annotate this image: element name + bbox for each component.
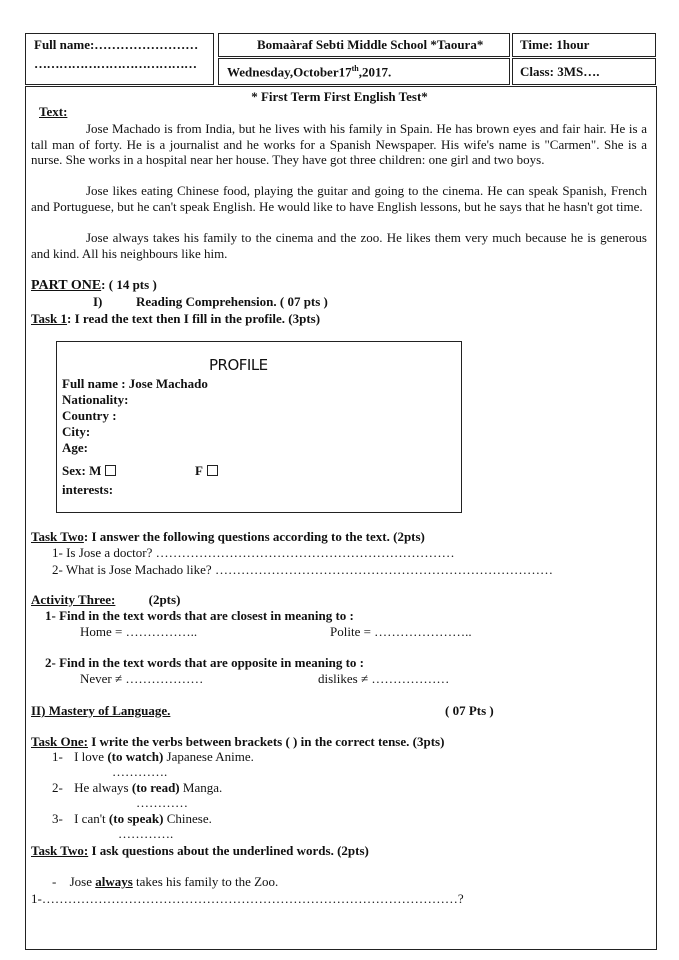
class-label: Class: 3MS…. <box>520 64 600 79</box>
section-one-title: Reading Comprehension. ( 07 pts ) <box>136 294 328 309</box>
lang-task-two-heading <box>31 843 369 859</box>
task-two-q2[interactable]: 2- What is Jose Machado like? …………………………………………………………………… <box>52 562 553 577</box>
sex-m-checkbox[interactable] <box>105 465 116 476</box>
s3-pre: I can't <box>74 811 109 826</box>
profile-country[interactable]: Country : <box>62 408 117 423</box>
header-class-box <box>512 58 656 85</box>
s3-verb: (to speak) <box>108 811 164 826</box>
time-label: Time: 1hour <box>520 37 590 52</box>
profile-title: PROFILE <box>209 356 268 374</box>
mastery-title: II) Mastery of Language. <box>31 703 171 718</box>
task1-heading <box>31 311 320 327</box>
task-two-heading <box>31 529 425 545</box>
part-one-heading <box>31 277 157 294</box>
lang-task-two-label: Task Two: <box>31 843 89 858</box>
task1-text: : I read the text then I fill in the profile. (3pts) <box>67 311 321 326</box>
mastery-points: ( 07 Pts ) <box>445 703 494 718</box>
profile-nationality[interactable]: Nationality: <box>62 392 129 407</box>
underlined-sentence <box>52 874 278 890</box>
sex-f-label: F <box>195 463 203 478</box>
sentence-2 <box>52 780 222 796</box>
sent-underlined: always <box>95 874 133 889</box>
activity-three-label: Activity Three: <box>31 592 116 607</box>
sex-f-checkbox[interactable] <box>207 465 218 476</box>
s1-num: 1- <box>52 749 63 764</box>
profile-interests[interactable]: interests: <box>62 482 114 497</box>
header-name-box <box>25 33 214 85</box>
date-sup: th <box>351 64 359 73</box>
full-name-line: ………………………………… <box>34 56 197 71</box>
text-paragraph-1: Jose Machado is from India, but he lives with his family in Spain. He has brown eyes and fair hair. He is a tall man of forty. He is a journalist and he works for a Spanish Newspaper. His wife's name is "Carmen". She is a nurse. She works in a hospital near her house. They have got three children: one girl and two boys. <box>31 121 647 168</box>
s2-verb: (to read) <box>131 780 180 795</box>
sent-pre: Jose <box>69 874 96 889</box>
s2-blank[interactable]: ………… <box>136 795 188 810</box>
s3-num: 3- <box>52 811 63 826</box>
s2-num: 2- <box>52 780 63 795</box>
s1-verb: (to watch) <box>107 749 164 764</box>
home-blank[interactable]: Home = …………….. <box>80 624 198 639</box>
lang-task-two-text: I ask questions about the underlined words. (2pts) <box>88 843 369 858</box>
task-two-q1[interactable]: 1- Is Jose a doctor? …………………………………………………………… <box>52 545 455 560</box>
part-one-points: : ( 14 pts ) <box>101 277 157 292</box>
lang-task-one-label: Task One: <box>31 734 88 749</box>
test-title: * First Term First English Test* <box>251 89 428 104</box>
section-one-num: I) <box>93 294 103 309</box>
test-date <box>227 64 391 80</box>
task-two-text: : I answer the following questions according to the text. (2pts) <box>83 529 425 544</box>
task-two-label: Task Two <box>31 529 84 544</box>
bullet: - <box>52 874 57 889</box>
sent-post: takes his family to the Zoo. <box>132 874 279 889</box>
date-suffix: ,2017. <box>358 64 392 80</box>
sentence-1 <box>52 749 254 765</box>
s2-post: Manga. <box>179 780 223 795</box>
profile-sex-m <box>62 463 116 479</box>
profile-full-name: Full name : Jose Machado <box>62 376 208 391</box>
sentence-3 <box>52 811 212 827</box>
profile-box <box>56 341 462 513</box>
sex-m-label: Sex: M <box>62 463 102 478</box>
s1-blank[interactable]: …………. <box>112 764 168 779</box>
full-name-label: Full name:…………………… <box>34 37 199 52</box>
lang-task-one-text: I write the verbs between brackets ( ) in the correct tense. (3pts) <box>87 734 445 749</box>
dislikes-blank[interactable]: dislikes ≠ ……………… <box>318 671 450 686</box>
header-time-box <box>512 33 656 57</box>
header-school-box <box>218 33 510 57</box>
profile-sex-f <box>195 463 218 479</box>
activity-three-item1: 1- Find in the text words that are closest in meaning to : <box>45 608 354 623</box>
date-prefix: Wednesday,October17 <box>227 64 352 80</box>
task1-label: Task 1 <box>31 311 68 326</box>
part-one-label: PART ONE <box>31 278 102 293</box>
s3-post: Chinese. <box>163 811 212 826</box>
activity-three-item2: 2- Find in the text words that are opposite in meaning to : <box>45 655 364 670</box>
text-paragraph-2: Jose likes eating Chinese food, playing the guitar and going to the cinema. He can speak Spanish, French and Portuguese, but he can't speak English. He would like to have English lessons, but he says that he hasn't got time. <box>31 183 647 214</box>
text-paragraph-3: Jose always takes his family to the cinema and the zoo. He likes them very much because he is generous and kind. All his neighbours like him. <box>31 230 647 261</box>
s1-pre: I love <box>74 749 108 764</box>
never-blank[interactable]: Never ≠ ……………… <box>80 671 204 686</box>
header-date-box <box>218 58 510 85</box>
polite-blank[interactable]: Polite = ………………….. <box>330 624 472 639</box>
s2-pre: He always <box>74 780 132 795</box>
activity-three-points: (2pts) <box>148 592 181 607</box>
s3-blank[interactable]: …………. <box>118 826 174 841</box>
profile-age[interactable]: Age: <box>62 440 88 455</box>
s1-post: Japanese Anime. <box>163 749 254 764</box>
text-heading: Text: <box>39 104 68 119</box>
activity-three-heading <box>31 592 180 608</box>
answer-line[interactable]: 1-……………………………………………………………………………………? <box>31 891 464 906</box>
profile-city[interactable]: City: <box>62 424 91 439</box>
lang-task-one-heading <box>31 734 444 750</box>
school-name: Bomaàraf Sebti Middle School *Taoura* <box>257 37 484 52</box>
